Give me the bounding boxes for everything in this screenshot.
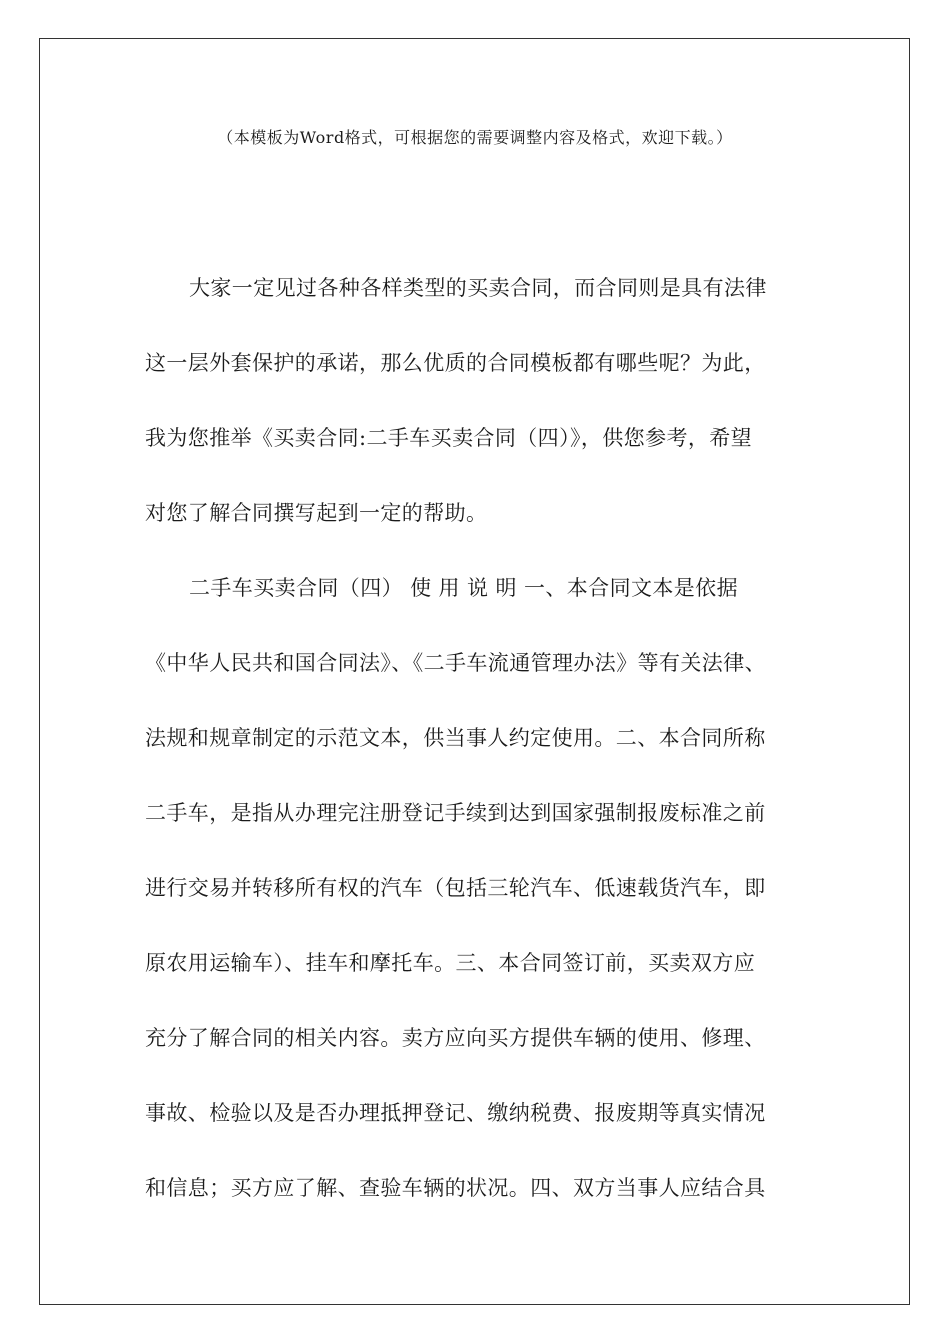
body-line: 《中华人民共和国合同法》、《二手车流通管理办法》等有关法律、: [145, 651, 766, 675]
body-line: 这一层外套保护的承诺，那么优质的合同模板都有哪些呢？为此，: [145, 351, 766, 375]
body-line: 二手车买卖合同（四） 使 用 说 明 一、本合同文本是依据: [189, 576, 738, 600]
template-note: （本模板为Word格式，可根据您的需要调整内容及格式，欢迎下载。）: [217, 128, 733, 147]
body-line: 大家一定见过各种各样类型的买卖合同，而合同则是具有法律: [189, 276, 767, 300]
document-body: [145, 266, 825, 1241]
body-line: 法规和规章制定的示范文本，供当事人约定使用。二、本合同所称: [145, 726, 766, 750]
body-line: 进行交易并转移所有权的汽车（包括三轮汽车、低速载货汽车，即: [145, 876, 766, 900]
body-line: 对您了解合同撰写起到一定的帮助。: [145, 501, 488, 525]
body-line: 事故、检验以及是否办理抵押登记、缴纳税费、报废期等真实情况: [145, 1101, 766, 1125]
body-line: 原农用运输车）、挂车和摩托车。三、本合同签订前，买卖双方应: [145, 951, 756, 975]
body-line: 和信息；买方应了解、查验车辆的状况。四、双方当事人应结合具: [145, 1176, 766, 1200]
body-line: 充分了解合同的相关内容。卖方应向买方提供车辆的使用、修理、: [145, 1026, 766, 1050]
body-line: 我为您推举《买卖合同:二手车买卖合同（四）》，供您参考，希望: [145, 426, 753, 450]
body-line: 二手车，是指从办理完注册登记手续到达到国家强制报废标准之前: [145, 801, 766, 825]
